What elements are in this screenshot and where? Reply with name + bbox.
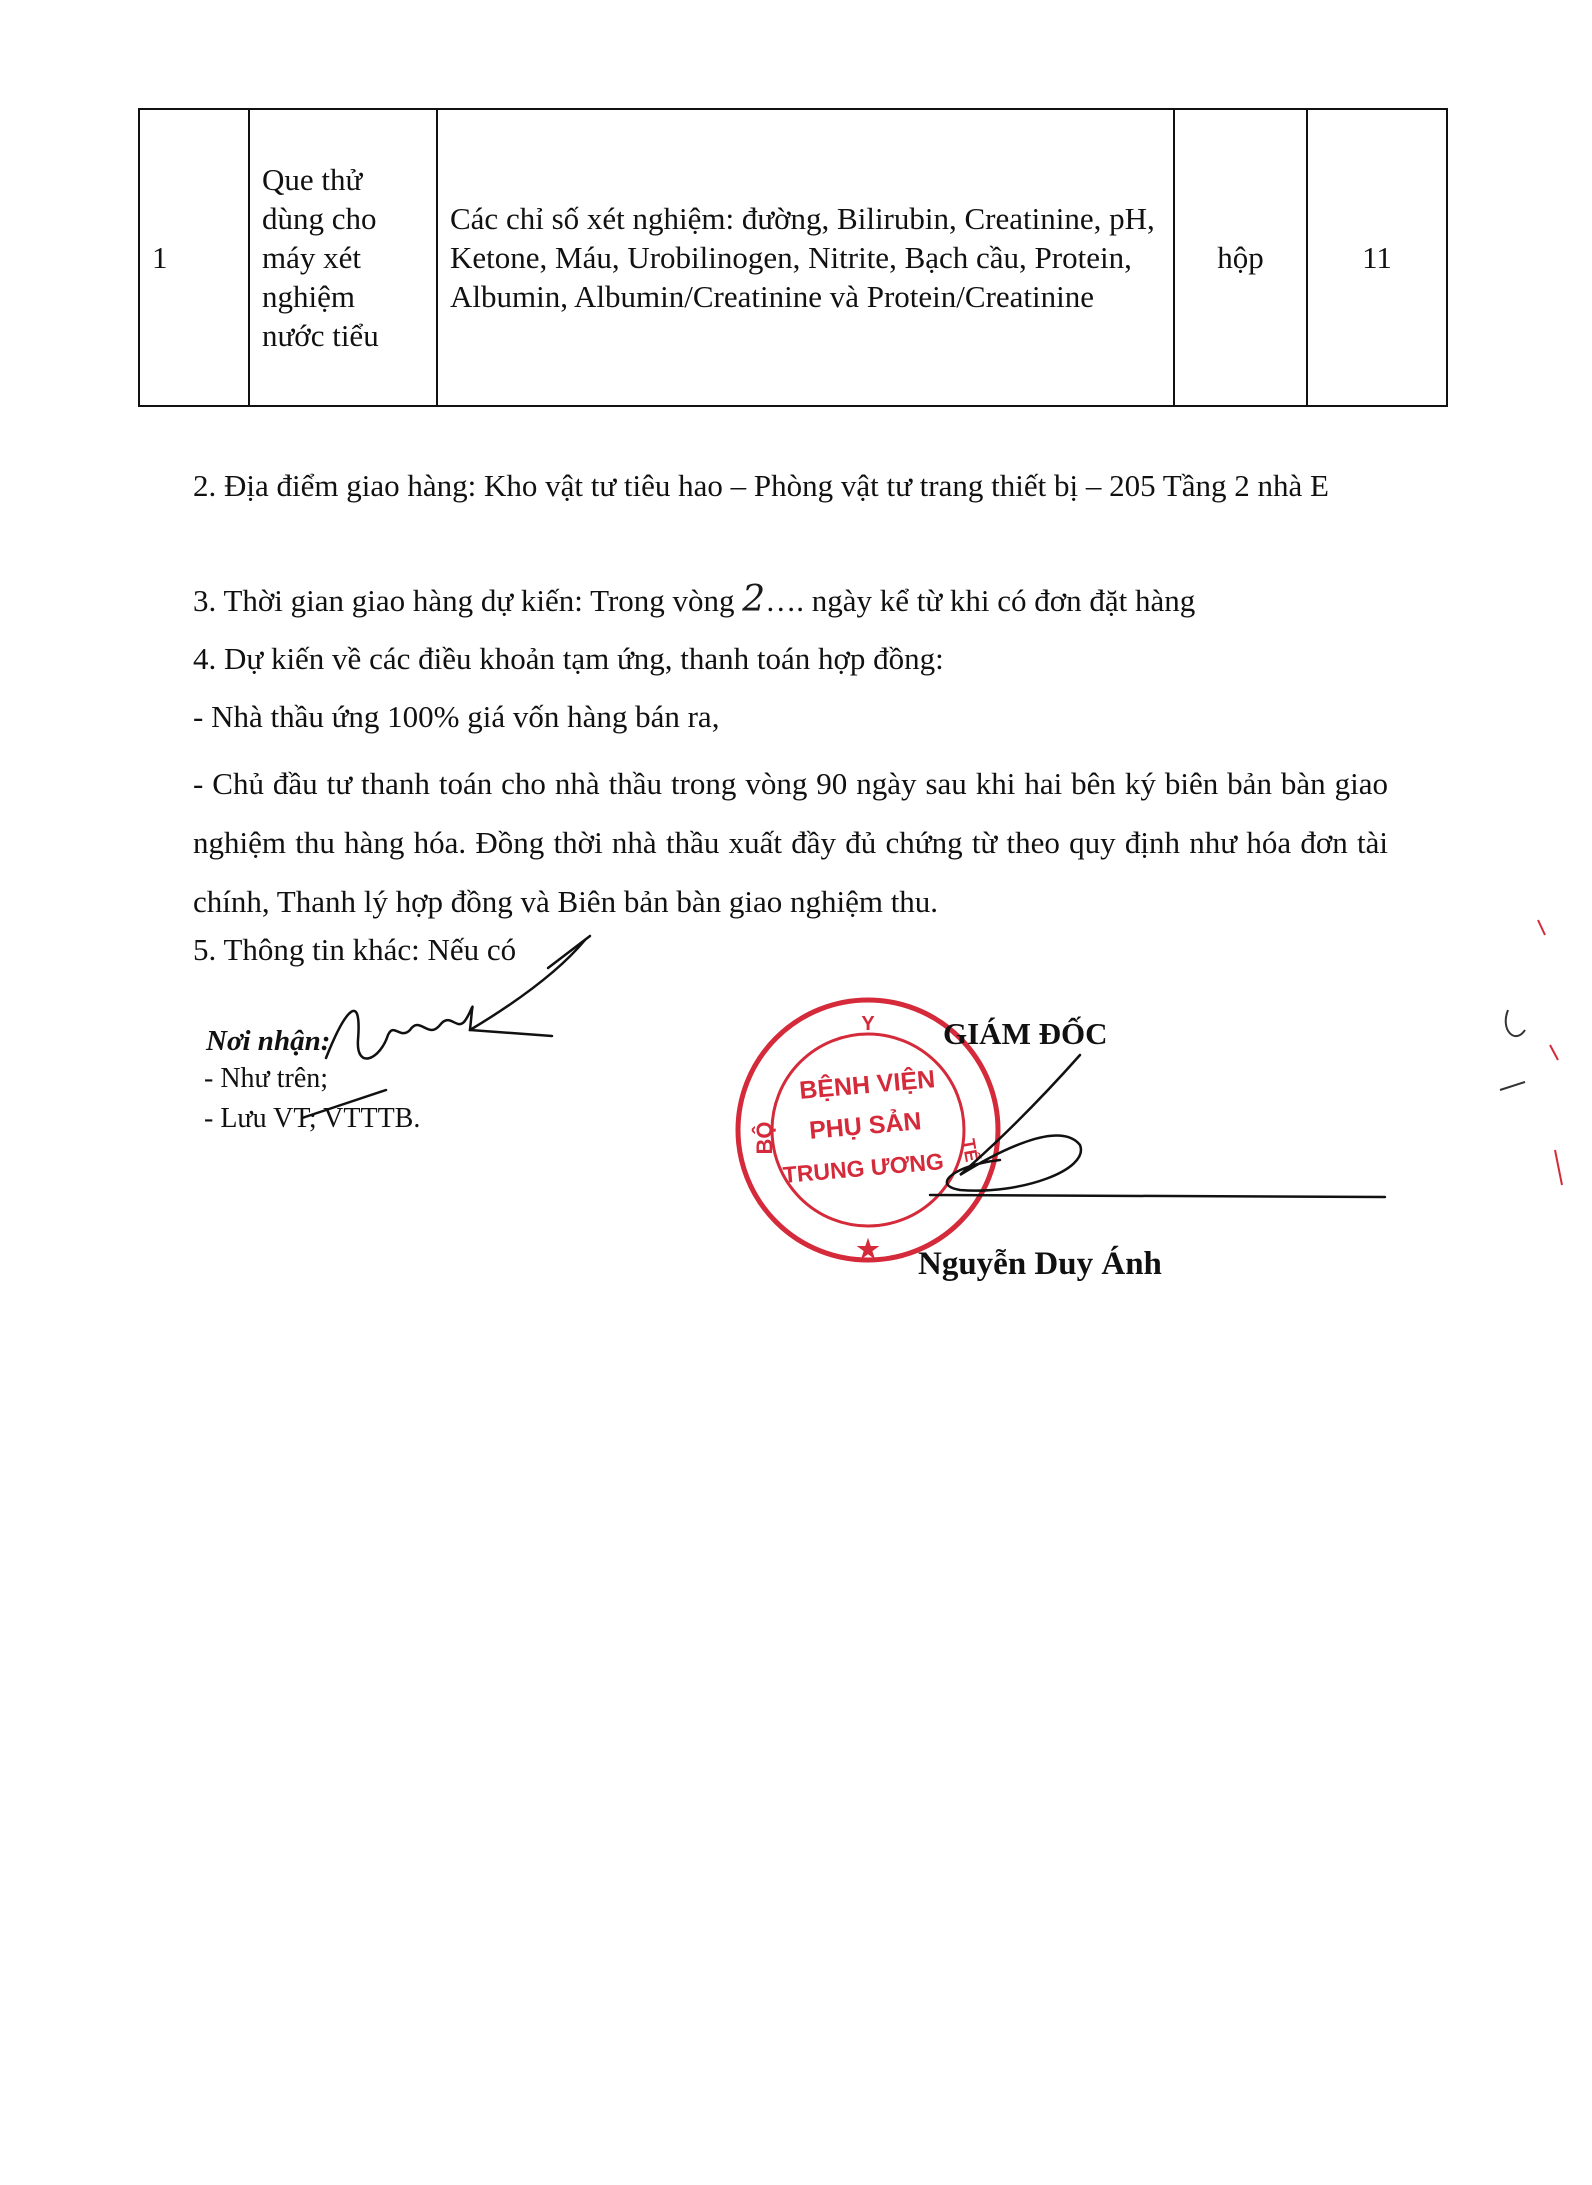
cell-quantity: 11 xyxy=(1307,109,1447,406)
table-row xyxy=(139,109,1447,406)
edge-scribble xyxy=(1500,1010,1525,1090)
stamp-ring-right: TẾ xyxy=(958,1137,982,1164)
stamp-line-2: PHỤ SẢN xyxy=(808,1107,923,1145)
other-info: 5. Thông tin khác: Nếu có xyxy=(193,932,517,967)
cell-name: Que thử dùng cho máy xét nghiệm nước tiểu xyxy=(249,109,437,406)
director-name: Nguyễn Duy Ánh xyxy=(918,1246,1162,1282)
delivery-time xyxy=(193,580,1388,621)
director-title: GIÁM ĐỐC xyxy=(943,1016,1108,1051)
recipient-item: - Như trên; xyxy=(204,1063,329,1094)
recipient-item: - Lưu VT; VTTTB. xyxy=(204,1103,421,1134)
stamp-ring-top: Y xyxy=(861,1013,875,1035)
payment-item-2: - Chủ đầu tư thanh toán cho nhà thầu trong vòng 90 ngày sau khi hai bên ký biên bản bàn giao nghiệm thu hàng hóa. Đồng thời nhà thầu xuất đầy đủ chứng từ theo quy định như hóa đơn tài chính, Thanh lý hợp đồng và Biên bản bàn giao nghiệm thu. xyxy=(193,766,1388,919)
cell-stt: 1 xyxy=(139,109,249,406)
delivery-time-handwritten: 2 xyxy=(742,579,766,620)
cell-description: Các chỉ số xét nghiệm: đường, Bilirubin, Creatinine, pH, Ketone, Máu, Urobilinogen, Nitrite, Bạch cầu, Protein, Albumin, Albumin/Creatinine và Protein/Creatinine xyxy=(437,109,1174,406)
stamp-ring-left: BỘ xyxy=(752,1121,777,1155)
payment-item-1: - Nhà thầu ứng 100% giá vốn hàng bán ra, xyxy=(193,699,720,734)
stamp-line-1: BỆNH VIỆN xyxy=(798,1065,937,1105)
stamp-line-3: TRUNG ƯƠNG xyxy=(781,1148,945,1189)
items-table xyxy=(138,108,1448,407)
payment-heading: 4. Dự kiến về các điều khoản tạm ứng, thanh toán hợp đồng: xyxy=(193,641,944,676)
cell-unit: hộp xyxy=(1174,109,1307,406)
director-signature xyxy=(947,1055,1081,1191)
delivery-location: 2. Địa điểm giao hàng: Kho vật tư tiêu hao – Phòng vật tư trang thiết bị – 205 Tầng 2 nhà E xyxy=(193,468,1329,503)
initial-signature xyxy=(326,1007,552,1059)
delivery-time-prefix: 3. Thời gian giao hàng dự kiến: Trong vòng xyxy=(193,583,743,618)
recipients-title: Nơi nhận: xyxy=(206,1025,331,1057)
edge-marks xyxy=(1538,920,1562,1185)
delivery-time-suffix: …. ngày kể từ khi có đơn đặt hàng xyxy=(765,583,1196,618)
stamp-star-icon: ★ xyxy=(856,1234,880,1264)
signature-underline xyxy=(930,1195,1385,1197)
